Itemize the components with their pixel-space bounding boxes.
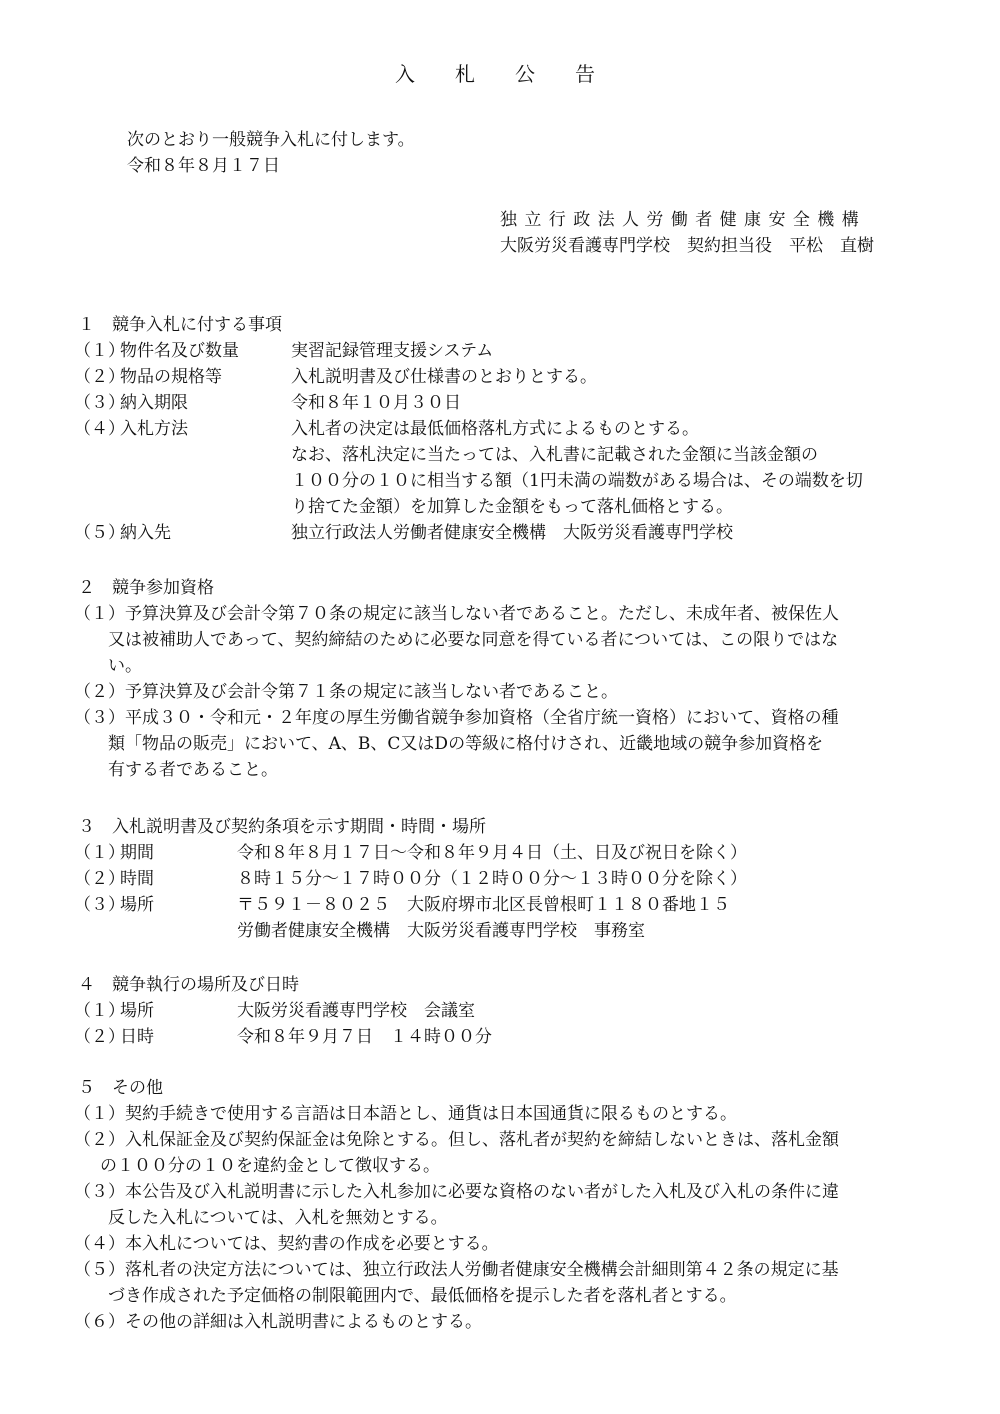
paragraph-line: （５）落札者の決定方法については、独立行政法人労働者健康安全機構会計細則第４２条の規定に基 [74, 1260, 839, 1280]
item-label: 場所 [120, 1001, 154, 1021]
item-number: （２） [74, 367, 125, 387]
item-label: 物件名及び数量 [120, 341, 239, 361]
item-row [74, 840, 934, 866]
item-value: ８時１５分～１７時００分（１２時００分～１３時００分を除く） [237, 869, 747, 889]
item-row [74, 364, 934, 390]
item-number: （１） [74, 1001, 125, 1021]
item-value: 独立行政法人労働者健康安全機構 大阪労災看護専門学校 [291, 523, 733, 543]
paragraph-line: の１００分の１０を違約金として徴収する。 [100, 1156, 440, 1176]
paragraph-line: （３）本公告及び入札説明書に示した入札参加に必要な資格のない者がした入札及び入札の条件に違 [74, 1182, 839, 1202]
section-4 [74, 972, 938, 1050]
continuation-text: り捨てた金額）を加算した金額をもって落札価格とする。 [291, 497, 733, 517]
item-number: （１） [74, 843, 125, 863]
item-value: 令和８年１０月３０日 [291, 393, 461, 413]
section-2 [74, 575, 938, 783]
paragraph-line: （３）平成３０・令和元・２年度の厚生労働省競争参加資格（全省庁統一資格）において、資格の種 [74, 708, 839, 728]
paragraph-line: （１）予算決算及び会計令第７０条の規定に該当しない者であること。ただし、未成年者、被保佐人 [74, 604, 839, 624]
item-label: 納入期限 [120, 393, 188, 413]
item-number: （２） [74, 869, 125, 889]
item-label: 納入先 [120, 523, 171, 543]
item-number: （１） [74, 341, 125, 361]
section-3 [74, 814, 938, 944]
section-heading: ２ 競争参加資格 [78, 578, 214, 598]
item-row [74, 1024, 934, 1050]
document-title: 入 札 公 告 [395, 62, 605, 86]
item-value: 入札者の決定は最低価格落札方式によるものとする。 [291, 419, 699, 439]
paragraph-line: 類「物品の販売」において、A、B、C又はDの等級に格付けされ、近畿地域の競争参加資格を [108, 734, 824, 754]
item-value: 令和８年８月１７日～令和８年９月４日（土、日及び祝日を除く） [237, 843, 747, 863]
issuer-person: 大阪労災看護専門学校 契約担当役 平松 直樹 [500, 236, 874, 256]
section-heading: １ 競争入札に付する事項 [78, 315, 282, 335]
section-heading: ５ その他 [78, 1078, 163, 1098]
item-value: 入札説明書及び仕様書のとおりとする。 [291, 367, 597, 387]
paragraph-line: （１）契約手続きで使用する言語は日本語とし、通貨は日本国通貨に限るものとする。 [74, 1104, 737, 1124]
paragraph-line: づき作成された予定価格の制限範囲内で、最低価格を提示した者を落札者とする。 [108, 1286, 737, 1306]
item-number: （３） [74, 393, 125, 413]
paragraph-line: （２）予算決算及び会計令第７１条の規定に該当しない者であること。 [74, 682, 618, 702]
item-label: 時間 [120, 869, 154, 889]
item-value: 令和８年９月７日 １４時００分 [237, 1027, 492, 1047]
continuation-text: 労働者健康安全機構 大阪労災看護専門学校 事務室 [237, 921, 645, 941]
section-heading: ３ 入札説明書及び契約条項を示す期間・時間・場所 [78, 817, 486, 837]
item-row [74, 892, 934, 918]
item-number: （５） [74, 523, 125, 543]
item-row [74, 338, 934, 364]
section-heading: ４ 競争執行の場所及び日時 [78, 975, 299, 995]
item-row [74, 520, 934, 546]
item-continuation [74, 494, 934, 520]
notice-date: 令和８年８月１７日 [127, 156, 280, 176]
item-value: 大阪労災看護専門学校 会議室 [237, 1001, 475, 1021]
intro-text: 次のとおり一般競争入札に付します。 [127, 130, 415, 150]
item-label: 日時 [120, 1027, 154, 1047]
issuer-organization: 独 立 行 政 法 人 労 働 者 健 康 安 全 機 構 [500, 210, 860, 230]
paragraph-line: い。 [108, 656, 142, 676]
item-row [74, 416, 934, 442]
section-1 [74, 312, 938, 546]
item-label: 物品の規格等 [120, 367, 222, 387]
paragraph-line: （６）その他の詳細は入札説明書によるものとする。 [74, 1312, 482, 1332]
item-number: （３） [74, 895, 125, 915]
item-row [74, 998, 934, 1024]
item-label: 場所 [120, 895, 154, 915]
continuation-text: １００分の１０に相当する額（1円未満の端数がある場合は、その端数を切 [291, 471, 863, 491]
section-5 [74, 1075, 938, 1335]
item-row [74, 390, 934, 416]
paragraph-line: （４）本入札については、契約書の作成を必要とする。 [74, 1234, 499, 1254]
item-number: （４） [74, 419, 125, 439]
paragraph-line: 有する者であること。 [108, 760, 278, 780]
item-row [74, 866, 934, 892]
item-value: 実習記録管理支援システム [291, 341, 494, 361]
item-label: 期間 [120, 843, 154, 863]
item-number: （２） [74, 1027, 125, 1047]
paragraph-line: 又は被補助人であって、契約締結のために必要な同意を得ている者については、この限りではな [108, 630, 839, 650]
item-continuation [74, 468, 934, 494]
paragraph-line: （２）入札保証金及び契約保証金は免除とする。但し、落札者が契約を締結しないときは、落札金額 [74, 1130, 839, 1150]
item-value: 〒５９１－８０２５ 大阪府堺市北区長曾根町１１８０番地１５ [237, 895, 730, 915]
continuation-text: なお、落札決定に当たっては、入札書に記載された金額に当該金額の [291, 445, 818, 465]
item-continuation [74, 442, 934, 468]
item-continuation [74, 918, 934, 944]
item-label: 入札方法 [120, 419, 188, 439]
paragraph-line: 反した入札については、入札を無効とする。 [108, 1208, 448, 1228]
